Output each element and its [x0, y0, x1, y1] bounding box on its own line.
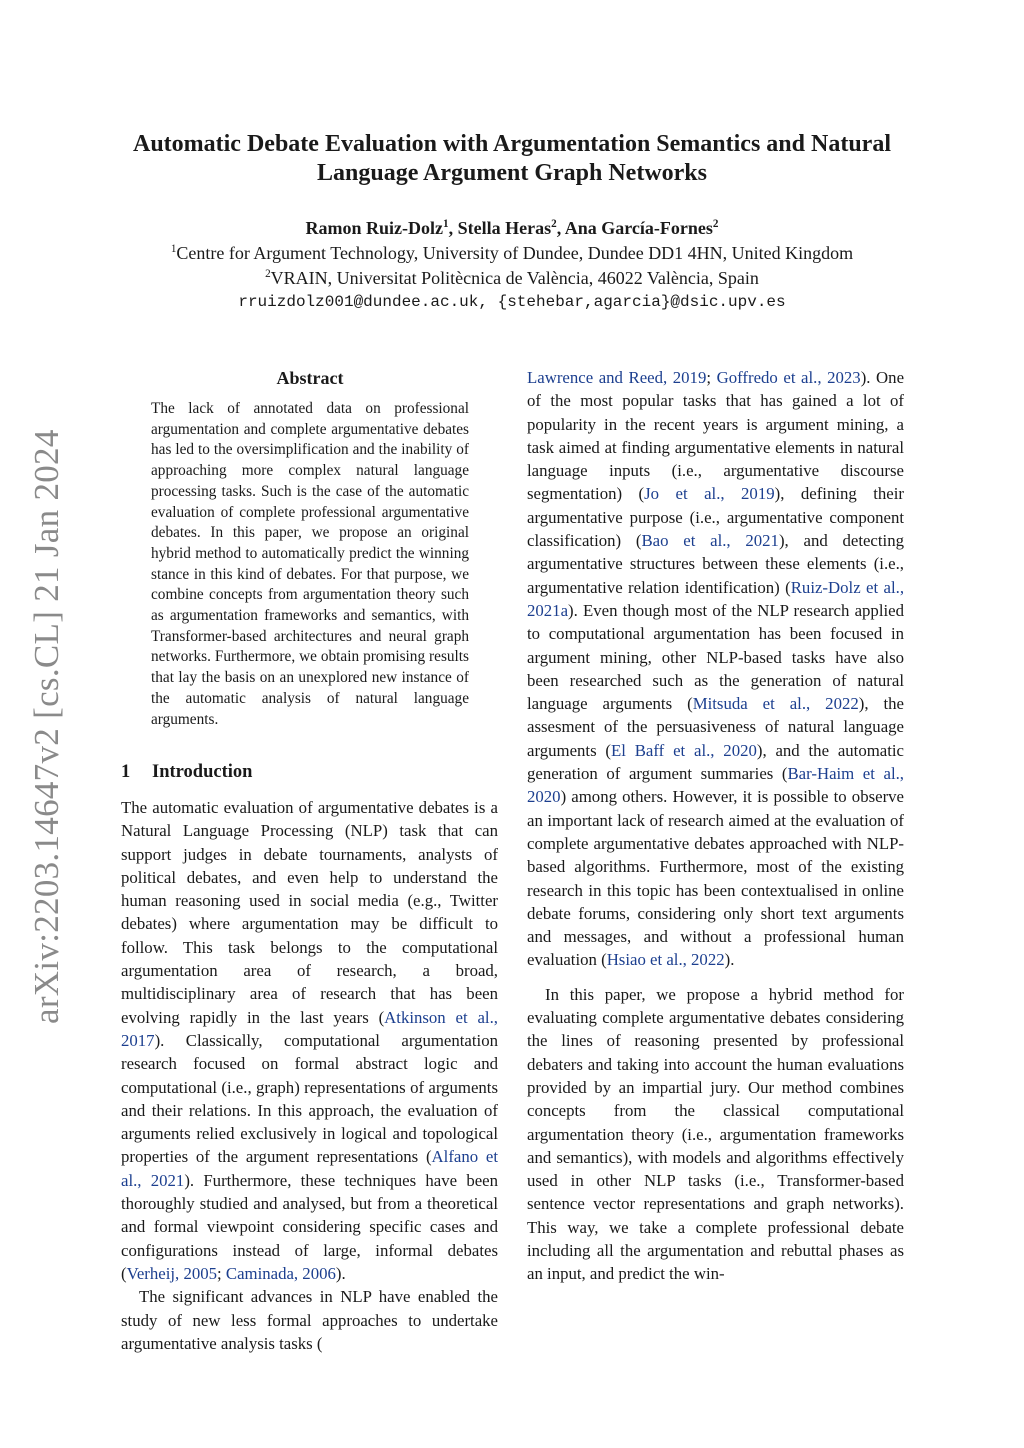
citation-link[interactable]: Caminada, 2006	[225, 1263, 336, 1283]
citation-link[interactable]: Jo et al., 2019	[644, 484, 775, 504]
paper-title	[100, 130, 924, 188]
author-emails: rruizdolz001@dundee.ac.uk, {stehebar,agarcia}@dsic.upv.es	[238, 293, 786, 311]
citation-link[interactable]: Hsiao et al., 2022	[606, 950, 725, 970]
citation-link[interactable]: Bao et al., 2021	[641, 531, 779, 551]
affiliation-mark: 2	[265, 268, 271, 280]
affiliation-mark: 1	[170, 243, 177, 255]
author-name: Ramon Ruiz-Dolz	[305, 218, 444, 238]
paragraph-text: The automatic evaluation of argumentative debates is a Natural Language Processing (NLP) task that can support judges in debate tournaments, analysts of political debates, and even help to understand the human reasoning used in social media (e.g., Twitter debates) where argumentation may be difficult to follow. This task belongs to the computational argumentation area of research, a broad, multidisciplinary area of research that has been evolving rapidly in the last years (	[121, 798, 498, 1027]
citation-link[interactable]: El Baff et al., 2020	[611, 740, 757, 760]
author-separator: ,	[448, 218, 458, 238]
abstract-heading: Abstract	[276, 368, 344, 388]
affiliation-text: Centre for Argument Technology, University of Dundee, Dundee DD1 4HN, United Kingdom	[176, 243, 854, 263]
author-affiliation-mark: 2	[712, 218, 719, 230]
paragraph-text: ).	[724, 950, 735, 970]
paragraph-text: ).	[335, 1263, 346, 1283]
intro-paragraph-3: In this paper, we propose a hybrid method for evaluating complete argumentative debates considering the lines of reasoning presented by professional debaters and taking into account the human evaluations provided by an impartial jury. Our method combines concepts from the classical computational argumentation theory (i.e., argumentation frameworks and semantics), with models and algorithms effectively used in other NLP tasks (i.e., Transformer-based sentence vector representations and graph networks). This way, we take a complete professional debate including all the argumentation and rebuttal phases as an input, and predict the win-	[527, 984, 904, 1284]
citation-link[interactable]: Ruiz-Dolz et al., 2021a	[527, 577, 905, 620]
affiliation-1	[100, 241, 924, 265]
affiliation-2	[100, 266, 924, 290]
paragraph-text: ;	[217, 1263, 226, 1283]
section-heading	[121, 760, 252, 784]
title-line-2: Language Argument Graph Networks	[316, 160, 707, 186]
paragraph-text: ;	[706, 368, 717, 387]
paragraph-text: ) among others. However, it is possible to observe an important lack of research aimed at the evaluation of complete argumentative debates approached with NLP-based algorithms. Furthermore, most of the existing research in this topic has been contextualised in online debate forums, considering only short text arguments and messages, and without a professional human evaluation (	[527, 787, 904, 970]
author-affiliation-mark: 2	[551, 218, 557, 230]
citation-link[interactable]: Bar-Haim et al., 2020	[527, 764, 904, 807]
citation-link[interactable]: Mitsuda et al., 2022	[692, 694, 859, 714]
citation-link[interactable]: Atkinson et al., 2017	[121, 1007, 498, 1050]
paragraph-text: ), the assesment of the persuasiveness of natural language arguments (	[527, 694, 904, 760]
paragraph-text: ), and the automatic generation of argument summaries (	[527, 740, 904, 784]
intro-paragraph-1	[121, 796, 498, 1285]
author-separator: ,	[556, 218, 565, 238]
paragraph-text: ). Classically, computational argumentation research focused on formal abstract logic and computational (i.e., graph) representations of arguments and their relations. In this approach, the evaluation of arguments relied exclusively in logical and topological properties of the argument representations (	[121, 1030, 498, 1167]
right-column	[527, 366, 904, 1286]
title-line-1: Automatic Debate Evaluation with Argumentation Semantics and Natural	[132, 131, 891, 157]
paragraph-text: The significant advances in NLP have enabled the study of new less formal approaches to undertake argumentative analysis tasks (	[121, 1287, 498, 1353]
author-name: Stella Heras	[457, 218, 552, 238]
author-name: Ana García-Fornes	[564, 218, 713, 238]
author-list	[100, 216, 924, 240]
arxiv-identifier: arXiv:2203.14647v2 [cs.CL] 21 Jan 2024	[27, 429, 66, 1024]
author-affiliation-mark: 1	[443, 218, 449, 230]
paragraph-text: ). Furthermore, these techniques have been thoroughly studied and analysed, but from a theoretical and formal viewpoint considering specific cases and configurations instead of large, informal debates (	[121, 1170, 498, 1283]
intro-paragraph-2-start	[121, 1285, 498, 1355]
affiliation-text: VRAIN, Universitat Politècnica de València, 46022 València, Spain	[270, 268, 759, 288]
abstract-body: The lack of annotated data on professional argumentation and complete argumentative debates has led to the oversimplification and the inability of approaching more complex natural language processing tasks. Such is the case of the automatic evaluation of complete professional argumentative debates. In this paper, we propose an original hybrid method to automatically predict the winning stance in this kind of debates. For that purpose, we combine concepts from argumentation theory such as argumentation frameworks and semantics, with Transformer-based architectures and neural graph networks. Furthermore, we obtain promising results that lay the basis on an unexplored new instance of the automatic analysis of natural language arguments.	[151, 400, 469, 728]
citation-link[interactable]: Goffredo et al., 2023	[716, 368, 861, 387]
paragraph-text: ). One of the most popular tasks that has gained a lot of popularity in the recent years is argument mining, a task aimed at finding argumentative elements in natural language inputs (i.e., argumentative discourse segmentation) (	[527, 368, 905, 504]
citation-link[interactable]: Verheij, 2005	[126, 1263, 218, 1283]
paragraph-text: ). Even though most of the NLP research applied to computational argumentation has been focused in argument mining, other NLP-based tasks have also been researched such as the generation of natural language arguments (	[527, 600, 904, 714]
paragraph-text: ), defining their argumentative purpose (i.e., argumentative component classification) (	[527, 484, 904, 551]
section-title: Introduction	[152, 762, 253, 782]
left-column	[121, 796, 498, 1355]
section-number: 1	[121, 762, 131, 782]
intro-paragraph-2-cont	[527, 366, 904, 972]
paragraph-text: ), and detecting argumentative structures between these elements (i.e., argumentative relation identification) (	[527, 531, 904, 597]
citation-link[interactable]: Alfano et al., 2021	[121, 1147, 499, 1190]
citation-link[interactable]: Lawrence and Reed, 2019	[527, 368, 707, 387]
